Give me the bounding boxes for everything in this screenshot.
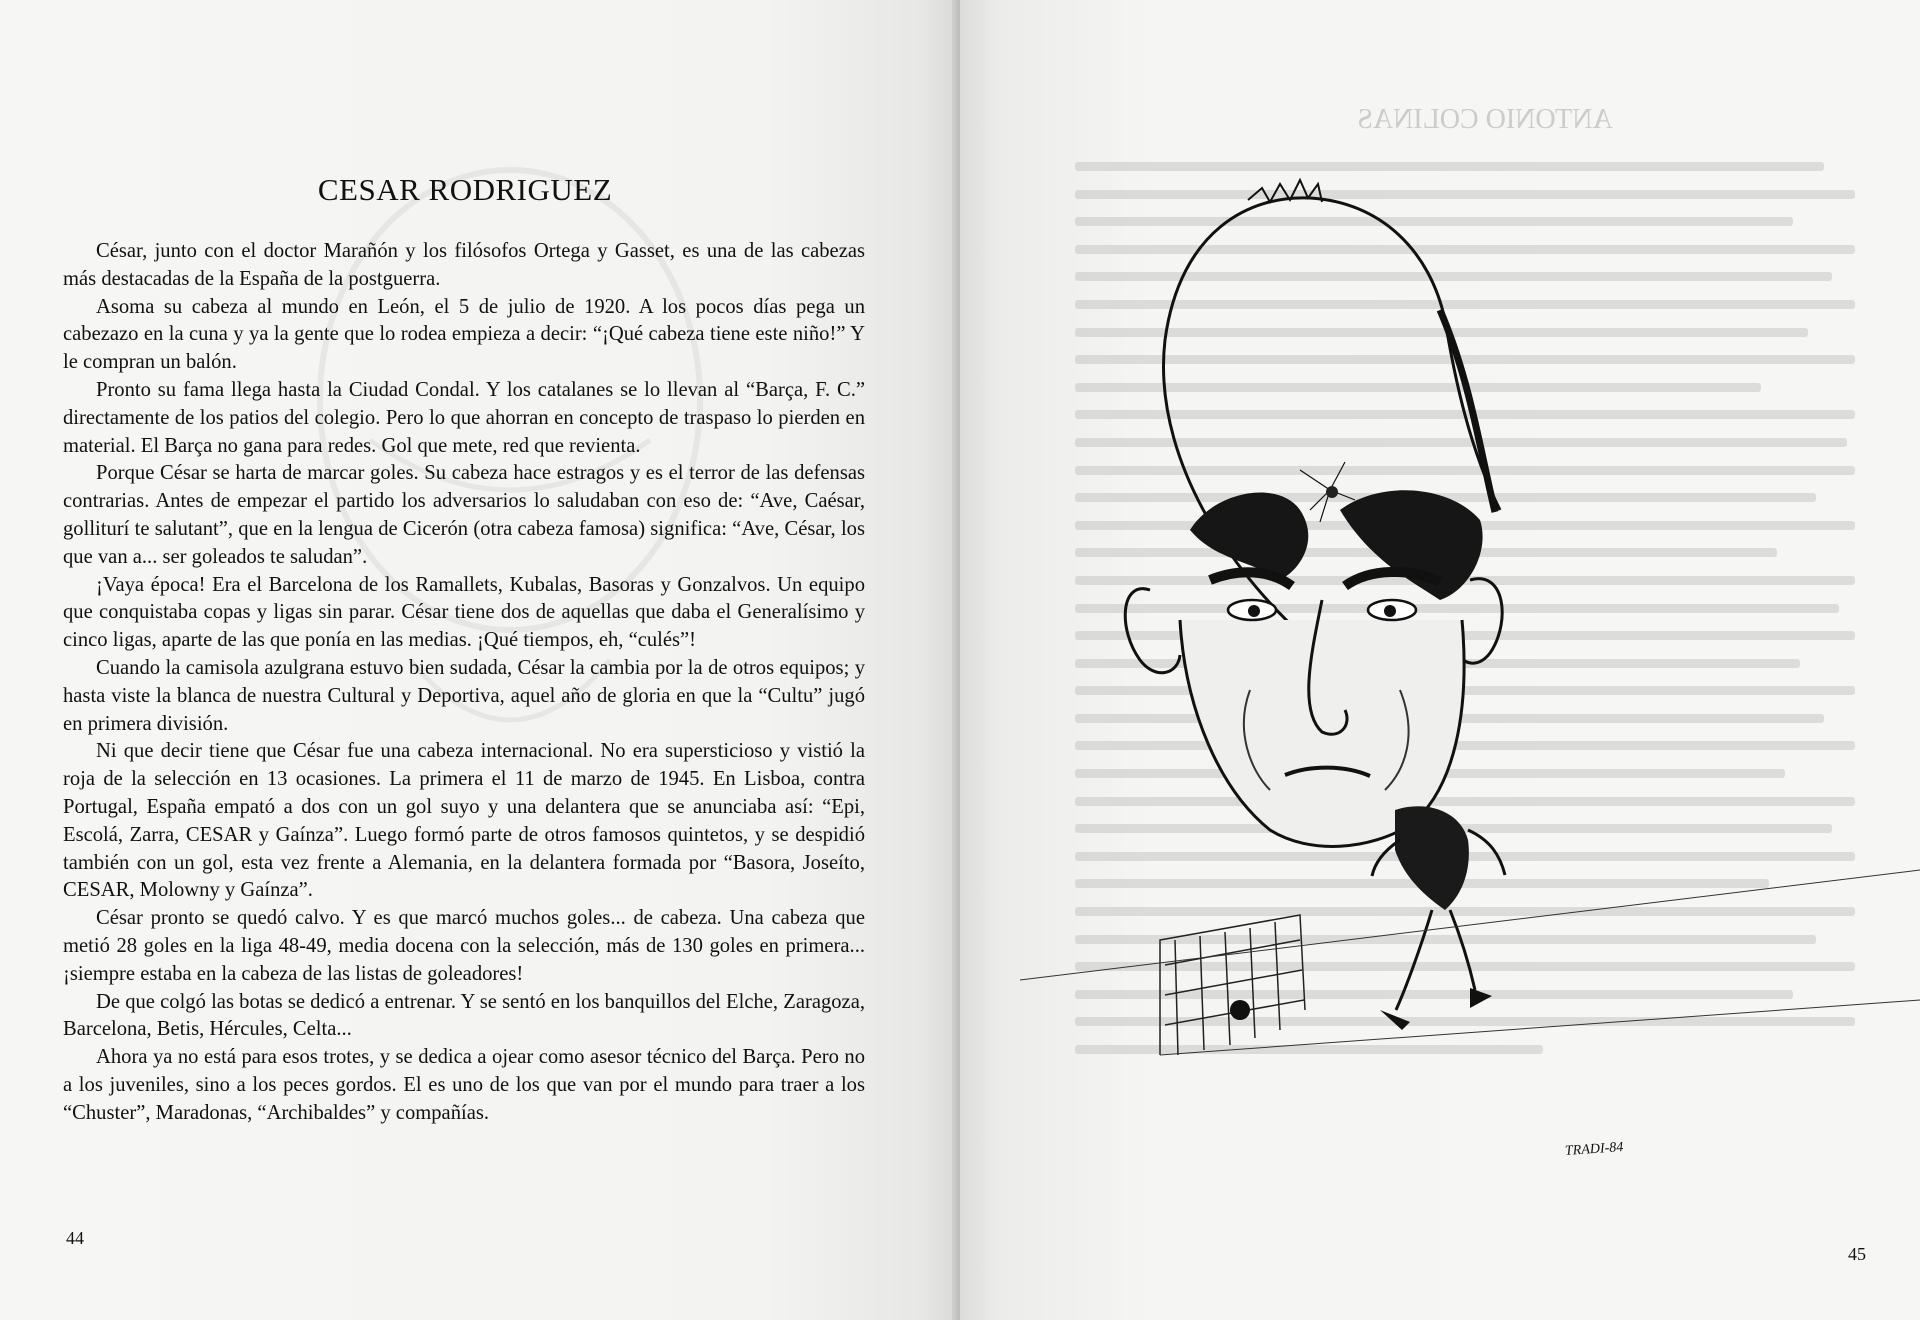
head-outline-back	[1440, 310, 1495, 512]
page-number-left: 44	[66, 1228, 84, 1248]
paragraph: César pronto se quedó calvo. Y es que marcó muchos goles... de cabeza. Una cabeza que metió 28 goles en la liga 48-49, media docena con la selección, más de 130 goles en primera... ¡siempre estaba en la cabeza de las listas de goleadores!	[63, 907, 865, 985]
ball-in-net	[1230, 1000, 1250, 1020]
player-body	[1395, 806, 1469, 910]
paragraph: ¡Vaya época! Era el Barcelona de los Ramallets, Kubalas, Basoras y Gonzalvos. Un equipo que conquistaba copas y ligas sin parar. César tiene dos de aquellas que daba el Generalísimo y cinco ligas, aparte de las que ponía en las medias. ¡Qué tiempos, eh, “culés”!	[63, 573, 865, 652]
bleed-through-heading: ANTONIO COLINAS	[1357, 104, 1613, 135]
goal-net	[1160, 915, 1305, 1055]
artist-signature: TRADI-84	[1564, 1139, 1624, 1160]
paragraph: Cuando la camisola azulgrana estuvo bien sudada, César la cambia por la de otros equipos; y hasta viste la blanca de nuestra Cultural y Deportiva, aquel año de gloria en que la “Cultu” jugó en primera división.	[63, 656, 865, 735]
chapter-title: CESAR RODRIGUEZ	[317, 172, 613, 207]
caricature-illustration	[1000, 150, 1920, 1160]
paragraph: Asoma su cabeza al mundo en León, el 5 de julio de 1920. A los pocos días pega un cabezazo en la cuna y ya la gente que lo rodea empieza a decir: “¡Qué cabeza tiene este niño!” Y le compran un balón.	[63, 295, 865, 374]
head-outline	[1164, 198, 1500, 690]
article-body	[63, 238, 865, 1128]
hair-right	[1340, 490, 1483, 600]
paragraph: Porque César se harta de marcar goles. Su cabeza hace estragos y es el terror de las defensas contrarias. Antes de empezar el partido los adversarios lo saludaban con eso de: “Ave, Caésar, golliturí te salutant”, que en la lengua de Cicerón (otra cabeza famosa) significa: “Ave, César, los que van a... ser goleados te saludan”.	[63, 462, 865, 568]
page-number-right: 45	[1848, 1244, 1866, 1264]
paragraph: César, junto con el doctor Marañón y los filósofos Ortega y Gasset, es una de las cabezas más destacadas de la España de la postguerra.	[63, 240, 865, 290]
paragraph: Pronto su fama llega hasta la Ciudad Condal. Y los catalanes se lo llevan al “Barça, F. C.” directamente de los patios del colegio. Pero lo que ahorran en concepto de traspaso lo pierden en material. El Barça no gana para redes. Gol que mete, red que revienta.	[63, 378, 865, 457]
paragraph: Ni que decir tiene que César fue una cabeza internacional. No era supersticioso y vistió la roja de la selección en 13 ocasiones. La primera el 11 de marzo de 1945. En Lisboa, contra Portugal, España empató a dos con un gol suyo y una delantera que se anunciaba así: “Epi, Escolá, Zarra, CESAR y Gaínza”. Luego formó parte de otros famosos quintetos, y se despidió también con un gol, esta vez frente a Alemania, en la delantera formada por “Basora, Joseíto, CESAR, Molowny y Gaínza”.	[63, 740, 865, 902]
paragraph: Ahora ya no está para esos trotes, y se dedica a ojear como asesor técnico del Barça. Pero no a los juveniles, sino a los peces gordos. El es uno de los que van por el mundo para traer a los “Chuster”, Maradonas, “Archibaldes” y compañías.	[63, 1046, 865, 1124]
ear-left	[1125, 589, 1180, 673]
paragraph: De que colgó las botas se dedicó a entrenar. Y se sentó en los banquillos del Elche, Zaragoza, Barcelona, Betis, Hércules, Celta...	[63, 990, 865, 1041]
hair-left	[1190, 493, 1308, 580]
